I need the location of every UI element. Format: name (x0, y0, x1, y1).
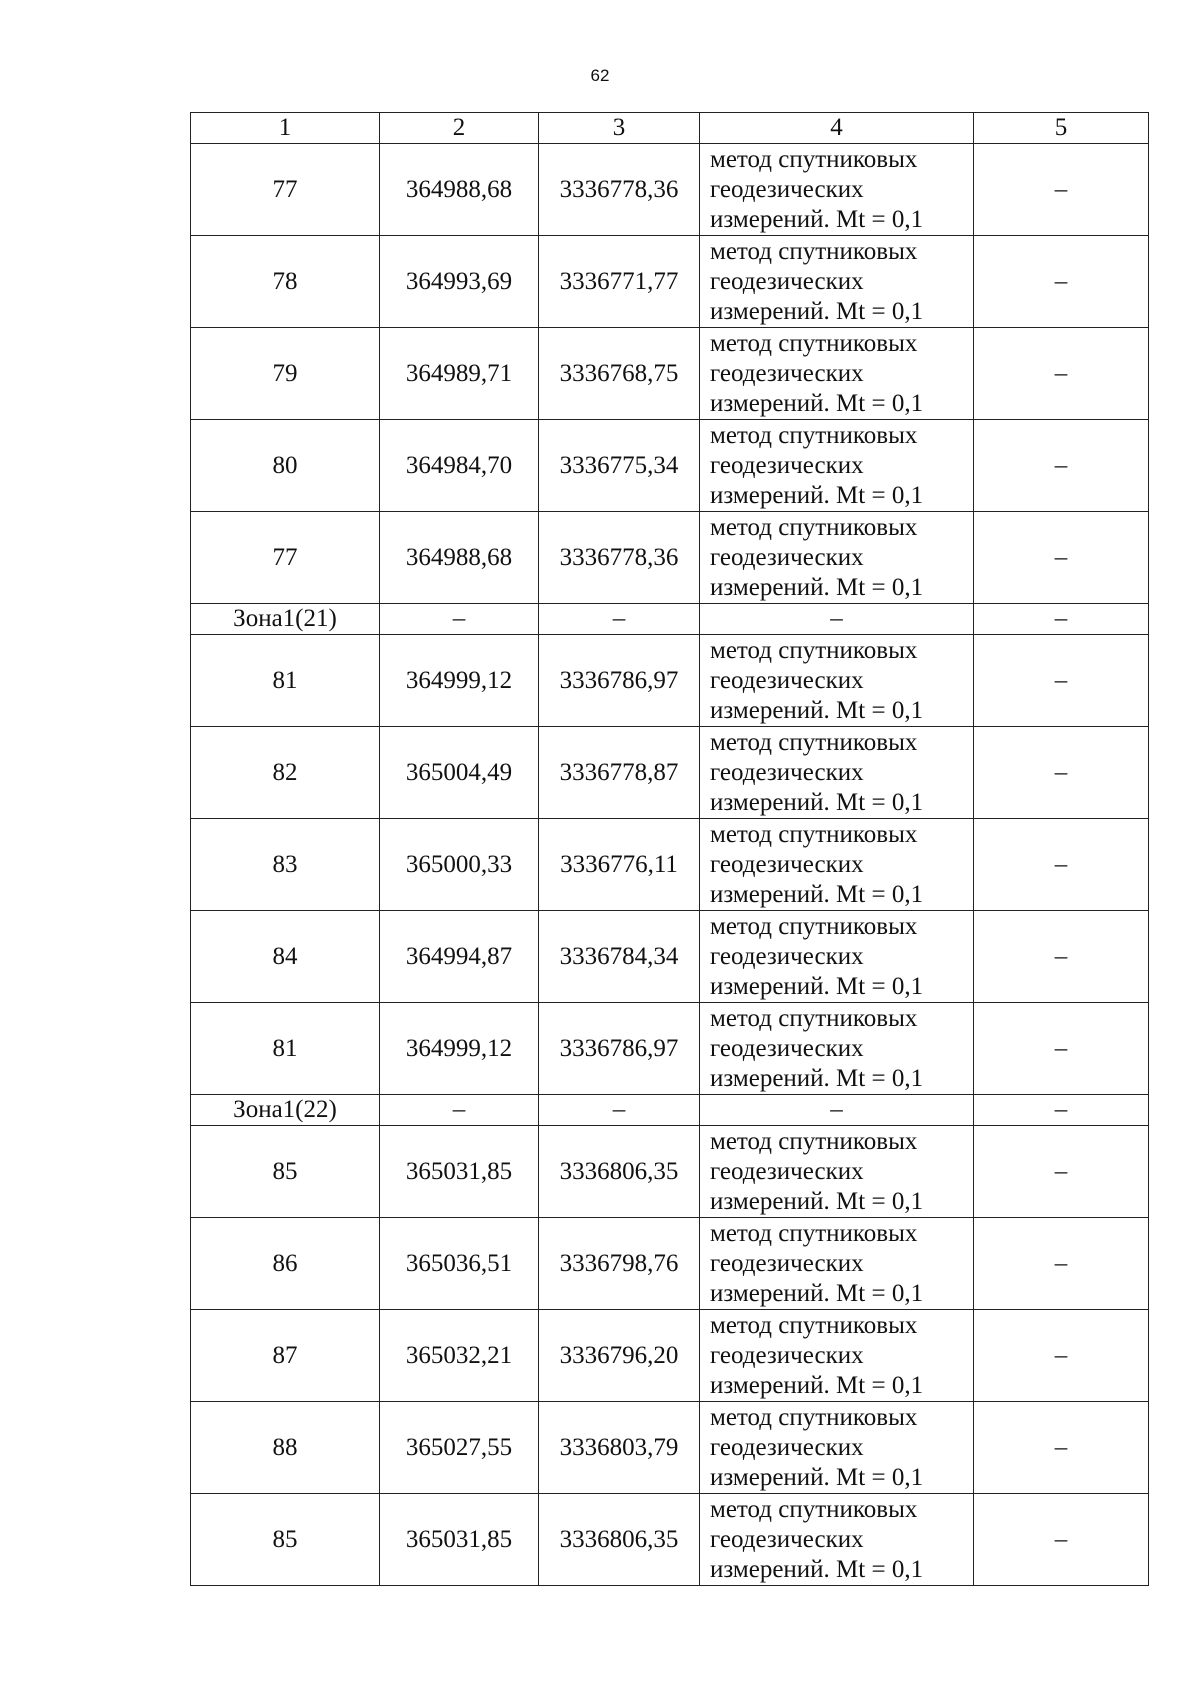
coord-x: 364989,71 (380, 328, 539, 420)
point-id: 84 (191, 911, 380, 1003)
point-id: 86 (191, 1218, 380, 1310)
dash-cell: – (700, 1095, 974, 1126)
method-line: метод спутниковых (710, 1311, 918, 1339)
method-line: геодезических (710, 758, 864, 786)
dash-cell: – (974, 604, 1149, 635)
method-line: метод спутниковых (710, 329, 918, 357)
method-cell (700, 727, 974, 819)
coord-y: 3336798,76 (539, 1218, 700, 1310)
coord-y: 3336806,35 (539, 1494, 700, 1586)
header-cell-3: 3 (539, 113, 700, 144)
coord-x: 365000,33 (380, 819, 539, 911)
dash-cell: – (974, 635, 1149, 727)
coord-y: 3336778,36 (539, 512, 700, 604)
coord-y: 3336776,11 (539, 819, 700, 911)
method-line: геодезических (710, 1525, 864, 1553)
coord-y: 3336796,20 (539, 1310, 700, 1402)
method-line: геодезических (710, 942, 864, 970)
point-id: 88 (191, 1402, 380, 1494)
method-cell (700, 328, 974, 420)
table-row (191, 328, 1149, 420)
method-cell (700, 819, 974, 911)
dash-cell: – (974, 1095, 1149, 1126)
point-id: 77 (191, 512, 380, 604)
page-number: 62 (590, 66, 610, 85)
coord-y: 3336778,36 (539, 144, 700, 236)
table-row (191, 1003, 1149, 1095)
method-line: измерений. Mt = 0,1 (710, 1187, 924, 1215)
coord-y: 3336806,35 (539, 1126, 700, 1218)
coord-x: 365004,49 (380, 727, 539, 819)
dash-cell: – (974, 1003, 1149, 1095)
coord-x: 364988,68 (380, 512, 539, 604)
dash-cell: – (539, 1095, 700, 1126)
point-id: 78 (191, 236, 380, 328)
point-id: 85 (191, 1494, 380, 1586)
method-line: метод спутниковых (710, 237, 918, 265)
method-line: метод спутниковых (710, 145, 918, 173)
coord-x: 365027,55 (380, 1402, 539, 1494)
method-line: метод спутниковых (710, 912, 918, 940)
method-line: метод спутниковых (710, 728, 918, 756)
dash-cell: – (974, 1218, 1149, 1310)
table-row (191, 727, 1149, 819)
table-body (191, 113, 1149, 1586)
method-line: измерений. Mt = 0,1 (710, 788, 924, 816)
method-line: геодезических (710, 1249, 864, 1277)
method-line: измерений. Mt = 0,1 (710, 696, 924, 724)
method-cell (700, 1218, 974, 1310)
dash-cell: – (974, 1310, 1149, 1402)
table-row (191, 1310, 1149, 1402)
table-row (191, 1402, 1149, 1494)
method-line: метод спутниковых (710, 636, 918, 664)
zone-label: Зона1(22) (191, 1095, 380, 1126)
coord-y: 3336784,34 (539, 911, 700, 1003)
method-line: геодезических (710, 850, 864, 878)
header-row (191, 113, 1149, 144)
point-id: 81 (191, 1003, 380, 1095)
method-line: измерений. Mt = 0,1 (710, 573, 924, 601)
method-line: измерений. Mt = 0,1 (710, 1064, 924, 1092)
point-id: 77 (191, 144, 380, 236)
table-row (191, 911, 1149, 1003)
coord-x: 365031,85 (380, 1494, 539, 1586)
dash-cell: – (974, 1494, 1149, 1586)
method-line: геодезических (710, 1157, 864, 1185)
coord-x: 364999,12 (380, 1003, 539, 1095)
method-cell (700, 512, 974, 604)
dash-cell: – (974, 328, 1149, 420)
header-cell-2: 2 (380, 113, 539, 144)
method-line: измерений. Mt = 0,1 (710, 1371, 924, 1399)
dash-cell: – (974, 236, 1149, 328)
table-row (191, 1494, 1149, 1586)
coord-y: 3336778,87 (539, 727, 700, 819)
method-cell (700, 1310, 974, 1402)
table-row (191, 1126, 1149, 1218)
point-id: 83 (191, 819, 380, 911)
method-cell (700, 1494, 974, 1586)
method-line: метод спутниковых (710, 820, 918, 848)
method-line: геодезических (710, 267, 864, 295)
dash-cell: – (974, 911, 1149, 1003)
coord-y: 3336803,79 (539, 1402, 700, 1494)
method-cell (700, 911, 974, 1003)
coordinates-table (190, 112, 1149, 1586)
coord-y: 3336786,97 (539, 1003, 700, 1095)
coord-y: 3336768,75 (539, 328, 700, 420)
method-line: метод спутниковых (710, 1004, 918, 1032)
method-line: геодезических (710, 1034, 864, 1062)
method-line: измерений. Mt = 0,1 (710, 389, 924, 417)
point-id: 85 (191, 1126, 380, 1218)
coord-y: 3336775,34 (539, 420, 700, 512)
method-line: измерений. Mt = 0,1 (710, 481, 924, 509)
method-line: геодезических (710, 666, 864, 694)
method-line: измерений. Mt = 0,1 (710, 205, 924, 233)
method-cell (700, 1003, 974, 1095)
method-line: геодезических (710, 359, 864, 387)
table-row (191, 144, 1149, 236)
coord-x: 364994,87 (380, 911, 539, 1003)
point-id: 82 (191, 727, 380, 819)
method-line: измерений. Mt = 0,1 (710, 297, 924, 325)
point-id: 80 (191, 420, 380, 512)
method-line: метод спутниковых (710, 1127, 918, 1155)
coord-y: 3336786,97 (539, 635, 700, 727)
method-line: геодезических (710, 451, 864, 479)
point-id: 79 (191, 328, 380, 420)
coord-x: 365031,85 (380, 1126, 539, 1218)
dash-cell: – (974, 819, 1149, 911)
header-cell-5: 5 (974, 113, 1149, 144)
dash-cell: – (700, 604, 974, 635)
method-line: измерений. Mt = 0,1 (710, 1463, 924, 1491)
method-cell (700, 1126, 974, 1218)
method-cell (700, 420, 974, 512)
coord-x: 364988,68 (380, 144, 539, 236)
method-line: геодезических (710, 175, 864, 203)
coord-y: 3336771,77 (539, 236, 700, 328)
method-line: метод спутниковых (710, 1403, 918, 1431)
table-row (191, 512, 1149, 604)
method-cell (700, 1402, 974, 1494)
method-line: измерений. Mt = 0,1 (710, 1279, 924, 1307)
coord-x: 364984,70 (380, 420, 539, 512)
table-row (191, 819, 1149, 911)
method-line: измерений. Mt = 0,1 (710, 880, 924, 908)
method-cell (700, 236, 974, 328)
dash-cell: – (380, 604, 539, 635)
dash-cell: – (974, 144, 1149, 236)
coord-x: 365036,51 (380, 1218, 539, 1310)
table-row (191, 635, 1149, 727)
zone-row (191, 1095, 1149, 1126)
dash-cell: – (974, 1402, 1149, 1494)
method-line: геодезических (710, 1341, 864, 1369)
method-line: геодезических (710, 1433, 864, 1461)
dash-cell: – (974, 1126, 1149, 1218)
dash-cell: – (539, 604, 700, 635)
dash-cell: – (974, 420, 1149, 512)
dash-cell: – (974, 727, 1149, 819)
zone-row (191, 604, 1149, 635)
method-cell (700, 635, 974, 727)
method-line: измерений. Mt = 0,1 (710, 1555, 924, 1583)
table-row (191, 236, 1149, 328)
dash-cell: – (974, 512, 1149, 604)
point-id: 87 (191, 1310, 380, 1402)
header-cell-4: 4 (700, 113, 974, 144)
dash-cell: – (380, 1095, 539, 1126)
method-line: измерений. Mt = 0,1 (710, 972, 924, 1000)
method-line: метод спутниковых (710, 1219, 918, 1247)
table-row (191, 1218, 1149, 1310)
table-row (191, 420, 1149, 512)
coord-x: 364993,69 (380, 236, 539, 328)
method-line: геодезических (710, 543, 864, 571)
method-cell (700, 144, 974, 236)
method-line: метод спутниковых (710, 1495, 918, 1523)
method-line: метод спутниковых (710, 513, 918, 541)
coord-x: 365032,21 (380, 1310, 539, 1402)
point-id: 81 (191, 635, 380, 727)
zone-label: Зона1(21) (191, 604, 380, 635)
method-line: метод спутниковых (710, 421, 918, 449)
coord-x: 364999,12 (380, 635, 539, 727)
header-cell-1: 1 (191, 113, 380, 144)
